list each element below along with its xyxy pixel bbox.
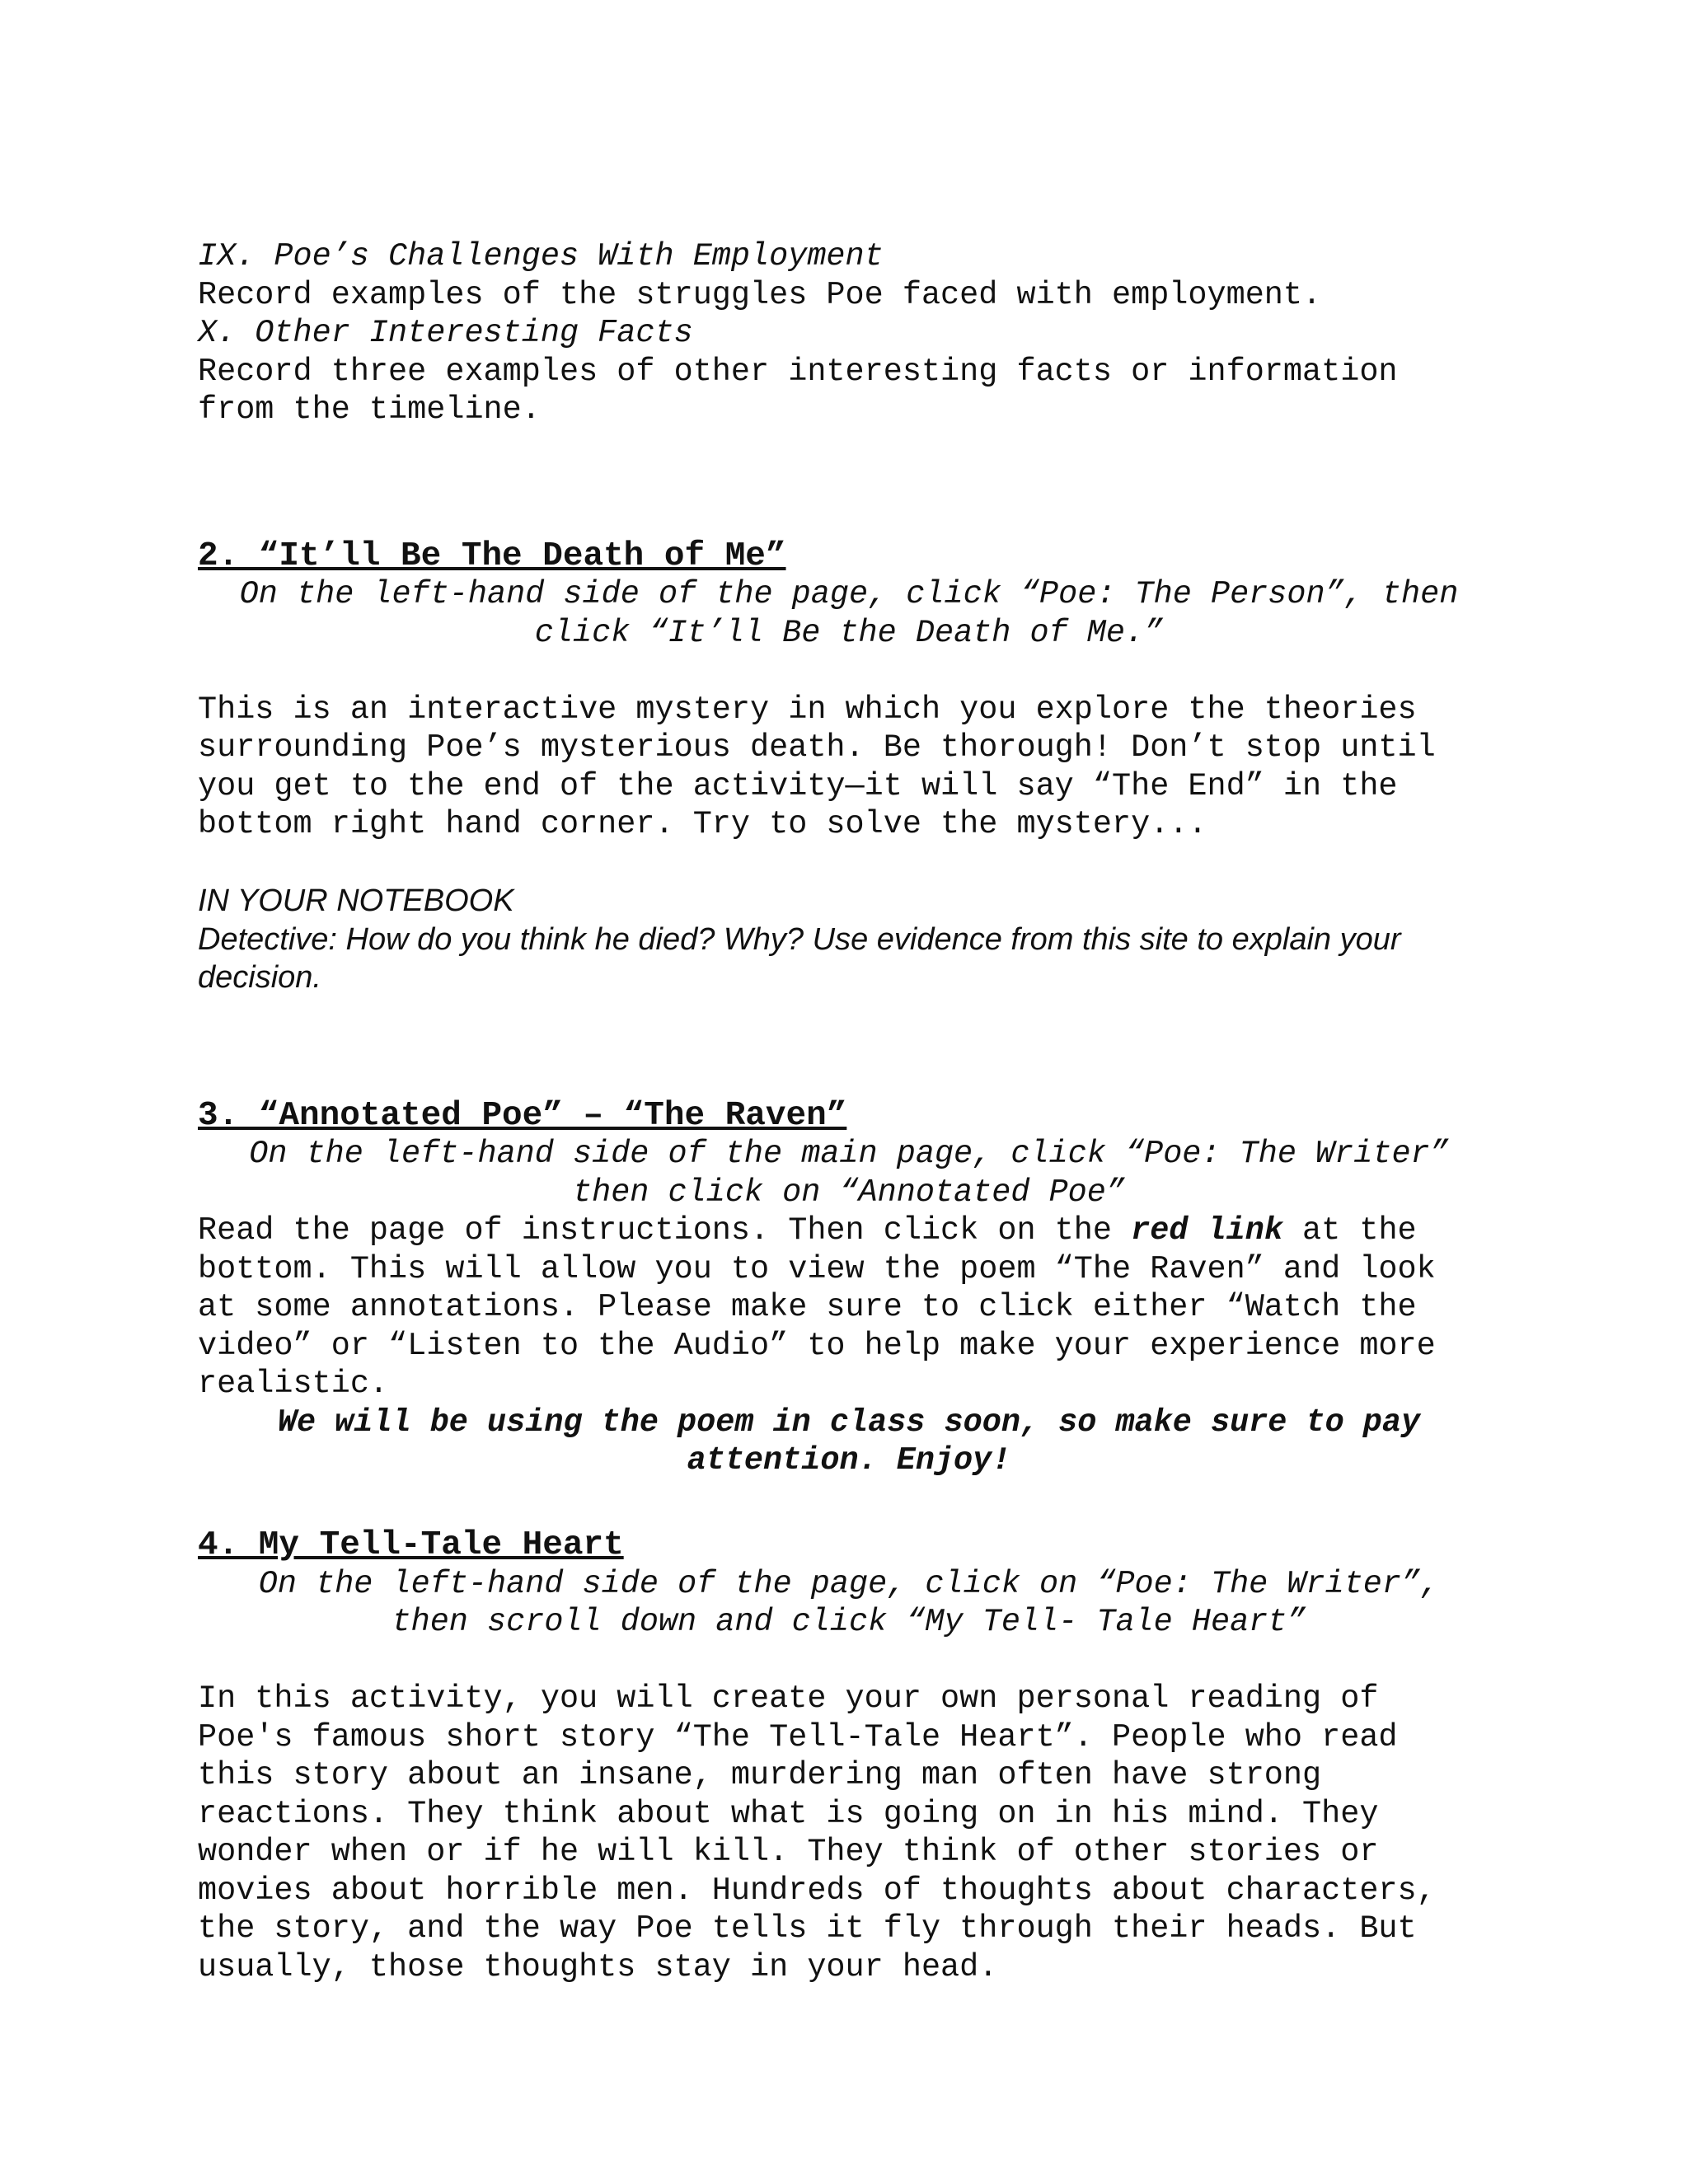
- section-4-instruction-line1: On the left-hand side of the page, click on “Poe: The Writer”,: [258, 1565, 1440, 1602]
- section-3-instruction-line2: then click on “Annotated Poe”: [572, 1174, 1125, 1211]
- document-page: [198, 237, 1500, 1986]
- section-4-body-line8: usually, those thoughts stay in your head.: [198, 1948, 998, 1985]
- section-4-heading: 4. My Tell-Tale Heart: [198, 1526, 624, 1564]
- section-3-body-line3: at some annotations. Please make sure to click either “Watch the: [198, 1289, 1417, 1325]
- section-2-instruction-line1: On the left-hand side of the page, click “Poe: The Person”, then: [239, 576, 1459, 612]
- section-3-body-line1: [198, 1212, 1500, 1250]
- section-4-body-line4: reactions. They think about what is going on in his mind. They: [198, 1795, 1379, 1832]
- notebook-prompt-line2: decision.: [198, 960, 321, 995]
- red-link-text: red link: [1131, 1212, 1283, 1249]
- notebook-prompt-line1: Detective: How do you think he died? Why? Use evidence from this site to explain your: [198, 921, 1401, 957]
- section-3-body-line4: video” or “Listen to the Audio” to help make your experience more: [198, 1327, 1436, 1364]
- section-3-body-line2: bottom. This will allow you to view the poem “The Raven” and look: [198, 1250, 1436, 1287]
- section-3-body-line5: realistic.: [198, 1366, 389, 1402]
- section-2-body-line3: you get to the end of the activity—it will say “The End” in the: [198, 767, 1398, 804]
- section-2-body-line4: bottom right hand corner. Try to solve the mystery...: [198, 806, 1207, 842]
- section-4-body-line2: Poe's famous short story “The Tell-Tale Heart”. People who read: [198, 1718, 1398, 1755]
- section-3-body-line1-post: at the: [1282, 1212, 1417, 1249]
- section-4-body-line7: the story, and the way Poe tells it fly through their heads. But: [198, 1910, 1417, 1947]
- section-4-instruction-line2: then scroll down and click “My Tell- Tale Heart”: [392, 1604, 1306, 1640]
- item-x-title: X. Other Interesting Facts: [198, 315, 693, 351]
- section-2-heading: 2. “It’ll Be The Death of Me”: [198, 537, 786, 575]
- section-3-heading: 3. “Annotated Poe” – “The Raven”: [198, 1096, 847, 1135]
- item-x-body-line2: from the timeline.: [198, 391, 541, 428]
- section-2-body-line2: surrounding Poe’s mysterious death. Be thorough! Don’t stop until: [198, 729, 1436, 766]
- section-4-body-line3: this story about an insane, murdering man often have strong: [198, 1757, 1322, 1793]
- section-4-body-line6: movies about horrible men. Hundreds of thoughts about characters,: [198, 1872, 1436, 1909]
- item-ix-title: IX. Poe’s Challenges With Employment: [198, 238, 884, 274]
- notebook-label: IN YOUR NOTEBOOK: [198, 883, 514, 918]
- section-4-body-line5: wonder when or if he will kill. They think of other stories or: [198, 1834, 1379, 1870]
- section-3-body-line1-pre: Read the page of instructions. Then click on the: [198, 1212, 1132, 1249]
- item-ix-body: Record examples of the struggles Poe faced with employment.: [198, 276, 1322, 313]
- section-3-instruction-line1: On the left-hand side of the main page, click “Poe: The Writer”: [249, 1136, 1449, 1172]
- section-2-body-line1: This is an interactive mystery in which you explore the theories: [198, 691, 1417, 728]
- section-4-body-line1: In this activity, you will create your own personal reading of: [198, 1680, 1379, 1717]
- item-x-body-line1: Record three examples of other interesting facts or information: [198, 353, 1398, 390]
- section-3-note-line1: We will be using the poem in class soon, so make sure to pay: [277, 1404, 1421, 1441]
- section-2-instruction-line2: click “It’ll Be the Death of Me.”: [534, 614, 1164, 651]
- section-3-note-line2: attention. Enjoy!: [687, 1442, 1011, 1479]
